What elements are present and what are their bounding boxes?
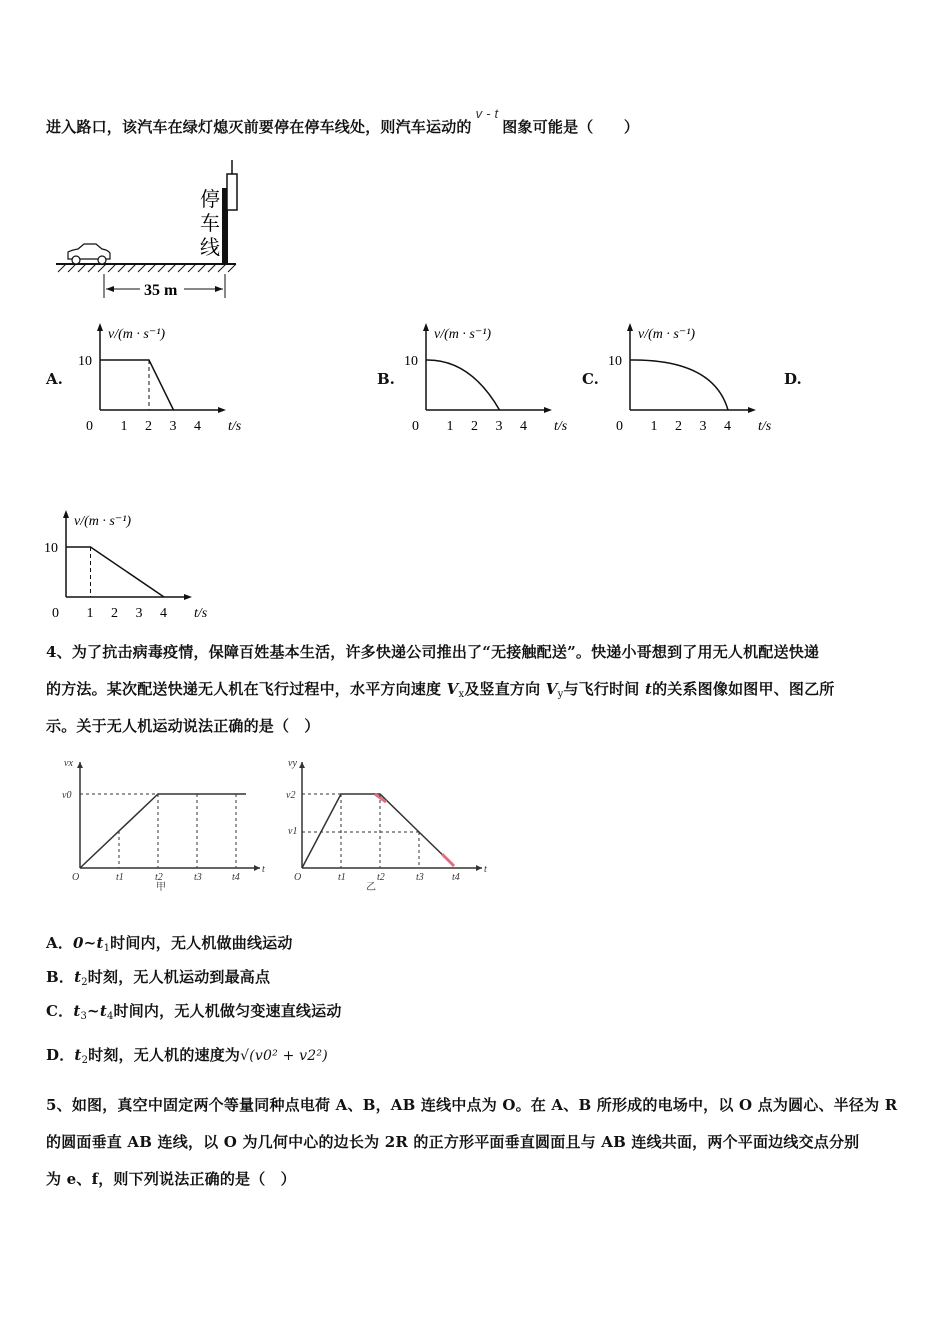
vy-sub: y [557,689,564,700]
q4-option-d [46,1044,328,1066]
graph-c-xlabel: t/s [758,419,772,434]
q4-option-c-sub: 3 [80,1011,88,1022]
option-c-graph [608,320,778,438]
option-c-label: C. [582,370,599,388]
graph-a-y-tick: 10 [78,354,92,369]
q4-option-c [46,1000,342,1022]
option-b-label: B. [377,370,395,388]
graph-c-x-tick: 3 [699,419,707,434]
stop-line-label: 停车线 [200,189,220,259]
q5-line-3: 为 e、f，则下列说法正确的是（ ） [46,1170,296,1188]
graph-b-x-tick: 2 [471,419,478,434]
q4-option-d-var: t [74,1046,82,1064]
graph-a-x-tick: 1 [120,419,128,434]
q4-option-b [46,966,270,988]
q5-line-2: 的圆面垂直 AB 连线，以 O 为几何中心的边长为 2R 的正方形平面垂直圆面且与 AB 连线共面，两个平面边线交点分别 [46,1133,860,1151]
q4-line-2 [46,678,834,700]
q4-line-2d: 的关系图像如图甲、图乙所 [652,680,835,698]
q4-option-d-text: 时刻，无人机的速度为 [88,1046,241,1064]
graph-b-x-tick: 4 [520,419,527,434]
q3-stem-text-b: 图象可能是（ ） [502,118,640,136]
q4-option-c-sub2: 4 [106,1011,114,1022]
graph-d-x-tick: 3 [135,606,143,621]
vx-sub: x [458,689,465,700]
graph-d-y-arrow [63,510,69,518]
graph-yi-curve [302,794,454,868]
t-symbol: t [644,680,653,698]
graph-d-x-tick: 0 [52,606,59,621]
graph-b-y-tick: 10 [404,354,418,369]
q4-line-3: 示。关于无人机运动说法正确的是（ ） [46,717,320,735]
graph-b-xlabel: t/s [554,419,568,434]
graph-a-xlabel: t/s [228,419,242,434]
graph-jia-origin: O [72,872,80,883]
vt-label: v - t [475,106,499,121]
graph-yi-v1-tick: v1 [288,826,298,837]
q4-line-2b: 及竖直方向 [464,680,541,698]
option-b-graph [404,320,574,438]
q4-option-b-var: t [74,968,82,986]
graph-jia-t4: t4 [232,872,240,883]
graph-yi-t-axis: t [484,864,487,875]
graph-d-x-tick: 4 [160,606,167,621]
graph-jia-v0-tick: v0 [62,790,72,801]
option-a-label: A. [46,370,63,388]
q4-option-c-var2: ~t [87,1002,107,1020]
q4-option-d-sub: 2 [81,1055,89,1066]
graph-jia-ylabel: vx [64,758,73,769]
q5-line-1: 5、如图，真空中固定两个等量同种点电荷 A、B，AB 连线中点为 O。在 A、B 所形成的电场中，以 O 点为圆心、半径为 R [46,1096,898,1114]
graph-b-x-tick: 0 [412,419,419,434]
stop-line-figure [52,158,252,306]
graph-a-x-tick: 3 [169,419,177,434]
graph-jia [60,754,270,894]
graph-jia-curve [80,794,246,868]
q4-option-a-var: 0~t [73,934,104,952]
option-d-label: D. [784,370,802,388]
q4-option-b-sub: 2 [81,977,88,988]
graph-a-x-arrow [218,407,226,413]
graph-yi-ylabel: vy [288,758,297,769]
vx-symbol: V [446,680,459,698]
graph-a-y-arrow [97,323,103,331]
q4-option-b-text: 时刻，无人机运动到最高点 [87,968,271,986]
graph-d-y-tick: 10 [44,541,58,556]
graph-c-ylabel: v/(m · s⁻¹) [638,327,696,342]
graph-yi-t4: t4 [452,872,460,883]
q4-option-c-text: 时间内，无人机做匀变速直线运动 [113,1002,342,1020]
graph-b-y-arrow [423,323,429,331]
q3-stem-text-a: 进入路口，该汽车在绿灯熄灭前要停在停车线处，则汽车运动的 [46,118,472,136]
q4-option-c-var: t [73,1002,81,1020]
graph-c-curve [630,360,728,410]
graph-a-x-tick: 4 [194,419,201,434]
graph-jia-t-axis: t [262,864,265,875]
graph-b-curve [426,360,500,410]
graph-a-curve [100,360,174,410]
q4-option-a-text: 时间内，无人机做曲线运动 [110,934,293,952]
graph-c-x-tick: 1 [650,419,658,434]
graph-c-y-tick: 10 [608,354,622,369]
graph-yi [282,754,492,894]
graph-b-x-arrow [544,407,552,413]
traffic-light-icon [227,174,237,210]
graph-c-x-tick: 2 [675,419,682,434]
q4-option-a-sub: 1 [103,943,111,954]
q4-option-a [46,932,293,954]
car-icon [68,244,110,264]
graph-b-x-tick: 3 [495,419,503,434]
graph-yi-v2-tick: v2 [286,790,296,801]
graph-b-x-tick: 1 [446,419,454,434]
option-d-graph [44,507,214,625]
option-a-graph [78,320,248,438]
graph-yi-t3: t3 [416,872,424,883]
graph-jia-t3: t3 [194,872,202,883]
q4-option-c-label: C． [46,1002,74,1020]
graph-d-x-tick: 2 [111,606,118,621]
graph-a-x-tick: 2 [145,419,152,434]
q4-option-d-formula: √(v0² + v2²) [240,1048,328,1064]
q4-line-2a: 的方法。某次配送快递无人机在飞行过程中，水平方向速度 [46,680,442,698]
q4-option-b-label: B． [46,968,75,986]
graph-b-ylabel: v/(m · s⁻¹) [434,327,492,342]
graph-yi-red-mark-2 [442,854,454,866]
graph-d-curve [66,547,164,597]
distance-label: 35 m [144,282,178,299]
vy-symbol: V [545,680,558,698]
graph-a-ylabel: v/(m · s⁻¹) [108,327,166,342]
graph-d-x-tick: 1 [86,606,94,621]
graph-d-ylabel: v/(m · s⁻¹) [74,514,132,529]
graph-jia-t1: t1 [116,872,124,883]
q4-option-d-label: D． [46,1046,75,1064]
graph-jia-caption: 甲 [156,882,166,893]
graph-yi-t1: t1 [338,872,346,883]
graph-c-x-arrow [748,407,756,413]
graph-c-y-arrow [627,323,633,331]
graph-yi-caption: 乙 [366,882,376,893]
graph-jia-t2: t2 [155,872,163,883]
q4-line-1: 4、为了抗击病毒疫情，保障百姓基本生活，许多快递公司推出了“无接触配送”。快递小哥想到了用无人机配送快递 [46,643,820,661]
graph-c-x-tick: 0 [616,419,623,434]
graph-yi-t2: t2 [377,872,385,883]
graph-d-xlabel: t/s [194,606,208,621]
graph-d-x-arrow [184,594,192,600]
graph-yi-origin: O [294,872,302,883]
q4-option-a-label: A． [46,934,74,952]
graph-c-x-tick: 4 [724,419,731,434]
q4-line-2c: 与飞行时间 [563,680,640,698]
graph-a-x-tick: 0 [86,419,93,434]
q3-stem [46,106,640,137]
